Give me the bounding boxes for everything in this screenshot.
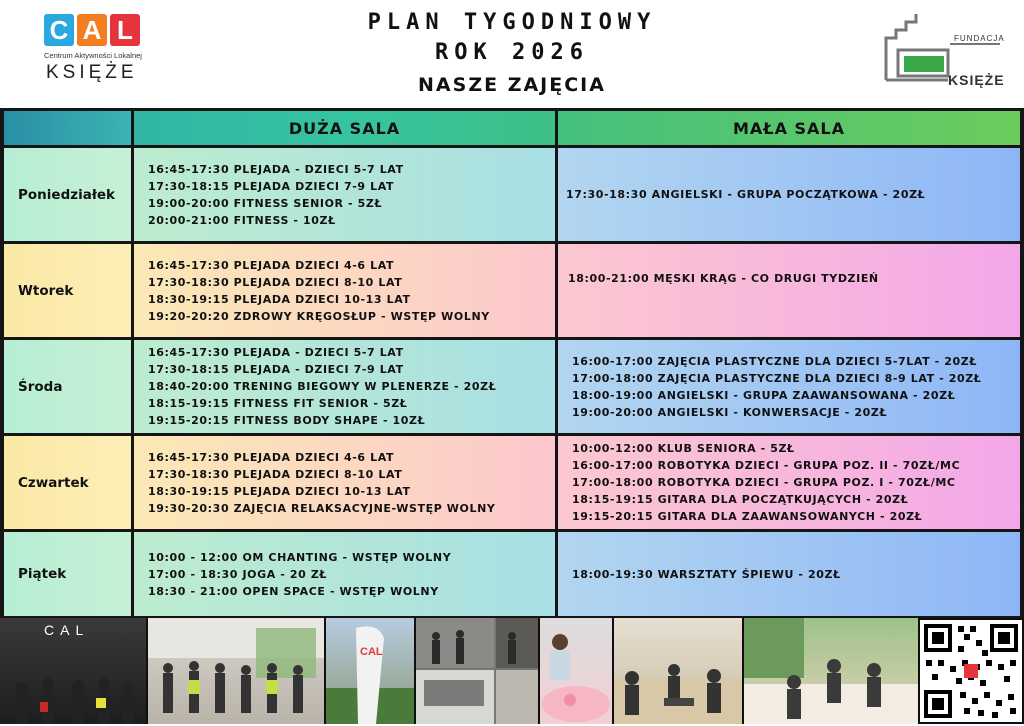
craft-table-icon <box>540 618 612 724</box>
people-exercising-icon <box>148 618 324 724</box>
activity-line: 16:45-17:30 PLEJADA - DZIECI 5-7 LAT <box>148 346 404 359</box>
cal-letter-a: A <box>77 14 107 46</box>
activity-line: 18:15-19:15 FITNESS FIT SENIOR - 5ZŁ <box>148 397 408 410</box>
photo-group-dance <box>0 618 146 724</box>
cal-logo <box>44 14 144 84</box>
activity-line: 19:00-20:00 ANGIELSKI - KONWERSACJE - 20ZŁ <box>572 405 888 419</box>
cal-logo-letters <box>44 14 144 46</box>
page-title: PLAN TYGODNIOWY <box>367 10 657 35</box>
activity-line: 17:30-18:30 PLEJADA DZIECI 8-10 LAT <box>148 467 403 481</box>
column-header-small-hall: MAŁA SALA <box>558 111 1020 145</box>
activity-line: 18:30 - 21:00 OPEN SPACE - WSTĘP WOLNY <box>148 584 439 598</box>
day-cell-thursday: Czwartek <box>4 436 131 529</box>
activity-line: 19:20-20:20 ZDROWY KRĘGOSŁUP - WSTĘP WOLNY <box>148 309 490 323</box>
small-hall-thursday <box>558 436 1020 529</box>
activity-line: 18:00-21:00 MĘSKI KRĄG - CO DRUGI TYDZIEŃ <box>568 272 879 285</box>
banner-text: CAL <box>360 646 383 658</box>
banner-flag-icon <box>326 618 414 724</box>
photo-robotics-class <box>614 618 742 724</box>
activity-line: 19:15-20:15 GITARA DLA ZAAWANSOWANYCH - 20ZŁ <box>572 510 923 523</box>
activity-line: 17:00-18:00 ZAJĘCIA PLASTYCZNE DLA DZIECI 8-9 LAT - 20ZŁ <box>572 371 982 385</box>
page-year: ROK 2026 <box>435 40 589 65</box>
activity-line: 17:00-18:00 ROBOTYKA DZIECI - GRUPA POZ. I - 70ZŁ/MC <box>572 476 956 489</box>
activity-line: 17:30-18:30 ANGIELSKI - GRUPA POCZĄTKOWA - 20ZŁ <box>566 188 926 201</box>
small-hall-monday <box>558 148 1020 241</box>
activity-line: 20:00-21:00 FITNESS - 10ZŁ <box>148 213 336 227</box>
photo-sign-text: CAL <box>44 622 90 638</box>
classroom-icon <box>744 618 918 724</box>
activity-line: 10:00 - 12:00 OM CHANTING - WSTĘP WOLNY <box>148 550 452 564</box>
activity-line: 16:00-17:00 ROBOTYKA DZIECI - GRUPA POZ. II - 70ZŁ/MC <box>572 459 961 472</box>
day-cell-friday: Piątek <box>4 532 131 616</box>
day-cell-tuesday: Wtorek <box>4 244 131 337</box>
big-hall-monday <box>134 148 555 241</box>
corner-cell <box>4 111 131 145</box>
photo-kids-lesson <box>744 618 918 724</box>
cal-logo-subtitle: Centrum Aktywności Lokalnej <box>44 51 142 60</box>
qr-code-icon[interactable] <box>920 620 1022 722</box>
photo-collage <box>416 618 538 724</box>
activity-line: 10:00-12:00 KLUB SENIORA - 5ZŁ <box>572 442 795 455</box>
cal-letter-c: C <box>44 14 74 46</box>
column-header-big-hall: DUŻA SALA <box>134 111 555 145</box>
fundacja-name: KSIĘŻE <box>948 72 1005 88</box>
activity-line: 16:45-17:30 PLEJADA DZIECI 4-6 LAT <box>148 450 395 464</box>
small-hall-wednesday <box>558 340 1020 433</box>
big-hall-wednesday <box>134 340 555 433</box>
activity-line: 16:00-17:00 ZAJĘCIA PLASTYCZNE DLA DZIECI 5-7LAT - 20ZŁ <box>572 354 978 368</box>
activity-line: 17:30-18:15 PLEJADA DZIECI 7-9 LAT <box>148 179 395 193</box>
big-hall-thursday <box>134 436 555 529</box>
photo-strip <box>0 618 1024 724</box>
activity-line: 16:45-17:30 PLEJADA - DZIECI 5-7 LAT <box>148 162 404 176</box>
big-hall-tuesday <box>134 244 555 337</box>
cal-logo-name: KSIĘŻE <box>46 62 138 83</box>
activity-line: 19:00-20:00 FITNESS SENIOR - 5ZŁ <box>148 196 383 210</box>
small-hall-tuesday <box>558 244 1020 337</box>
page-subtitle: NASZE ZAJĘCIA <box>418 74 606 96</box>
fundacja-logo <box>880 10 1005 90</box>
activity-line: 18:00-19:30 WARSZTATY ŚPIEWU - 20ZŁ <box>572 567 841 581</box>
activity-line: 18:00-19:00 ANGIELSKI - GRUPA ZAAWANSOWANA - 20ZŁ <box>572 388 956 402</box>
activity-line: 17:30-18:30 PLEJADA DZIECI 8-10 LAT <box>148 275 403 289</box>
children-table-icon <box>614 618 742 724</box>
qr-pattern <box>920 620 1022 722</box>
photo-outdoor-banner <box>326 618 414 724</box>
day-cell-wednesday: Środa <box>4 340 131 433</box>
activity-line: 18:30-19:15 PLEJADA DZIECI 10-13 LAT <box>148 484 411 498</box>
collage-grid-icon <box>416 618 538 724</box>
activity-line: 17:00 - 18:30 JOGA - 20 ZŁ <box>148 567 328 581</box>
activity-line: 16:45-17:30 PLEJADA DZIECI 4-6 LAT <box>148 258 395 272</box>
page-title-block <box>240 8 784 100</box>
big-hall-friday <box>134 532 555 616</box>
activity-line: 18:40-20:00 TRENING BIEGOWY W PLENERZE - 20ZŁ <box>148 380 497 393</box>
schedule-table <box>0 108 1024 618</box>
photo-fitness-class <box>148 618 324 724</box>
activity-line: 19:15-20:15 FITNESS BODY SHAPE - 10ZŁ <box>148 414 426 427</box>
header <box>0 0 1024 108</box>
small-hall-friday <box>558 532 1020 616</box>
activity-line: 17:30-18:15 PLEJADA - DZIECI 7-9 LAT <box>148 363 404 376</box>
day-cell-monday: Poniedziałek <box>4 148 131 241</box>
activity-line: 19:30-20:30 ZAJĘCIA RELAKSACYJNE-WSTĘP WOLNY <box>148 501 496 515</box>
fundacja-label: FUNDACJA <box>954 34 1005 43</box>
photo-art-workshop <box>540 618 612 724</box>
cal-letter-l: L <box>110 14 140 46</box>
activity-line: 18:30-19:15 PLEJADA DZIECI 10-13 LAT <box>148 292 411 306</box>
activity-line: 18:15-19:15 GITARA DLA POCZĄTKUJĄCYCH - 20ZŁ <box>572 493 909 506</box>
